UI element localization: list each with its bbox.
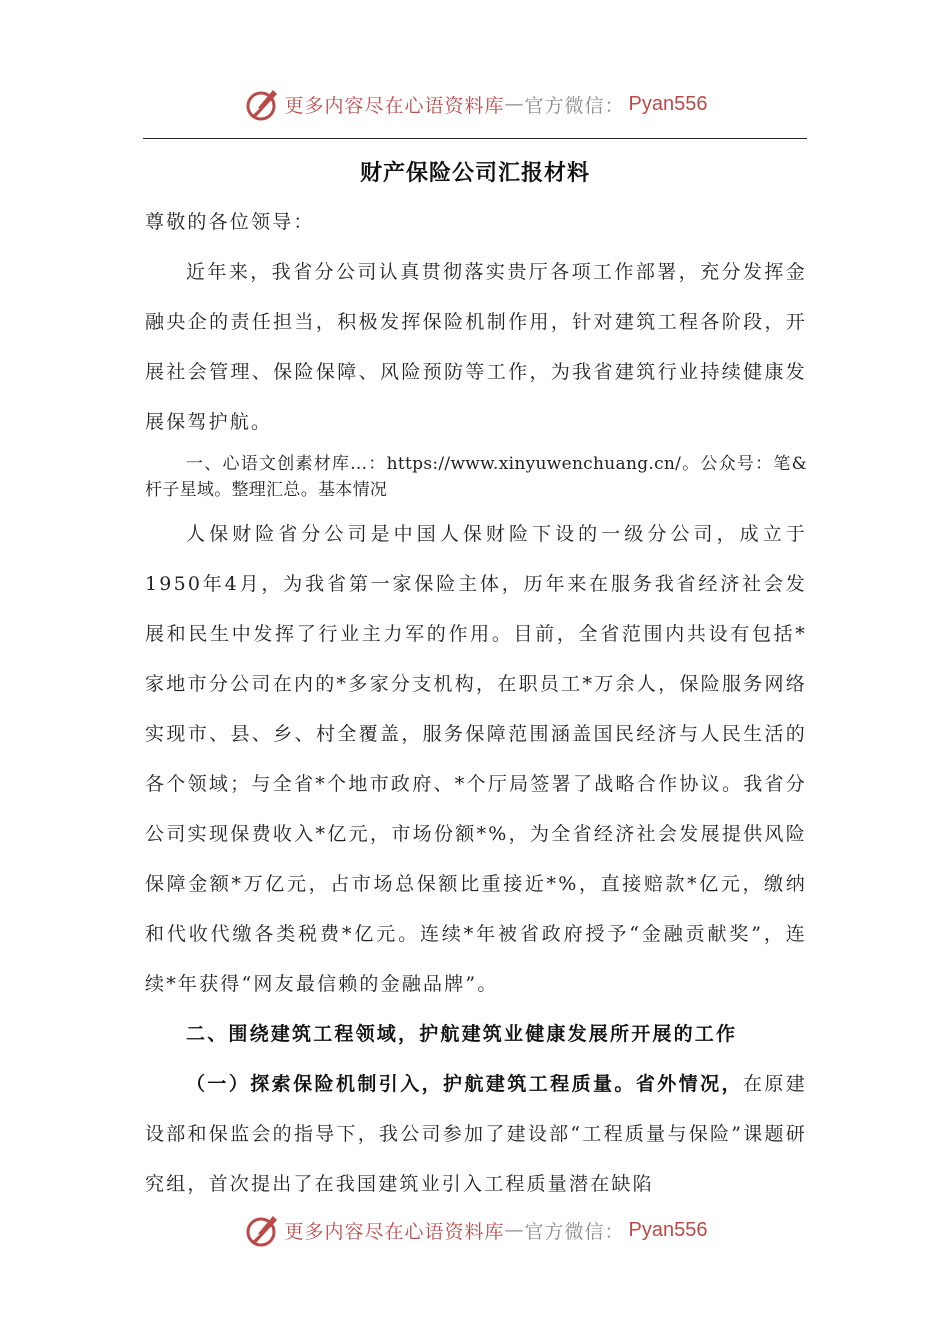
banner-wechat-label: 官方微信： [524,94,625,117]
header-banner [0,82,950,126]
document-body-part1 [145,197,807,1209]
subsection1-heading: （一）探索保险机制引入，护航建筑工程质量。省外情况， [186,1073,743,1095]
footer-banner [0,1208,950,1252]
section2-heading: 二、围绕建筑工程领域，护航建筑业健康发展所开展的工作 [186,1023,738,1045]
salutation: 尊敬的各位领导： [145,211,315,233]
banner-dash: — [504,93,525,115]
header-divider [143,138,807,139]
subsection1-body: 在原建设部和保监会的指导下，我公司参加了建设部“工程质量与保险”课题研究组，首次提出了在我国建筑业引入工程质量潜在缺陷 [145,1073,807,1195]
section1-paragraph: 人保财险省分公司是中国人保财险下设的一级分公司，成立于1950年4月，为我省第一家保险主体，历年来在服务我省经济社会发展和民生中发挥了行业主力军的作用。目前，全省范围内共设有包括*家地市分公司在内的*多家分支机构，在职员工*万余人，保险服务网络实现市、县、乡、村全覆盖，服务保障范围涵盖国民经济与人民生活的各个领域；与全省*个地市政府、*个厅局签署了战略合作协议。我省分公司实现保费收入*亿元，市场份额*%，为全省经济社会发展提供风险保障金额*万亿元，占市场总保额比重接近*%，直接赔款*亿元，缴纳和代收代缴各类税费*亿元。连续*年被省政府授予“金融贡献奖”，连续*年获得“网友最信赖的金融品牌”。 [145,523,807,995]
section1-heading: 一、心语文创素材库…：https://www.xinyuwenchuang.cn/。公众号：笔&杆子星域。整理汇总。基本情况 [145,454,807,500]
footer-slogan: 更多内容尽在心语资料库 [284,1220,505,1243]
footer-dash: — [504,1219,525,1241]
footer-wechat-id: Pyan556 [628,1218,708,1241]
subsection1-paragraph [145,1059,807,1209]
document-title: 财产保险公司汇报材料 [359,161,590,186]
quill-logo-icon [243,1210,283,1250]
banner-wechat-id: Pyan556 [628,92,708,115]
quill-logo-icon [243,84,283,124]
footer-wechat-label: 官方微信： [524,1220,625,1243]
intro-paragraph: 近年来，我省分公司认真贯彻落实贵厅各项工作部署，充分发挥金融央企的责任担当，积极发挥保险机制作用，针对建筑工程各阶段，开展社会管理、保险保障、风险预防等工作，为我省建筑行业持续健康发展保驾护航。 [145,261,807,433]
banner-slogan: 更多内容尽在心语资料库 [284,94,505,117]
